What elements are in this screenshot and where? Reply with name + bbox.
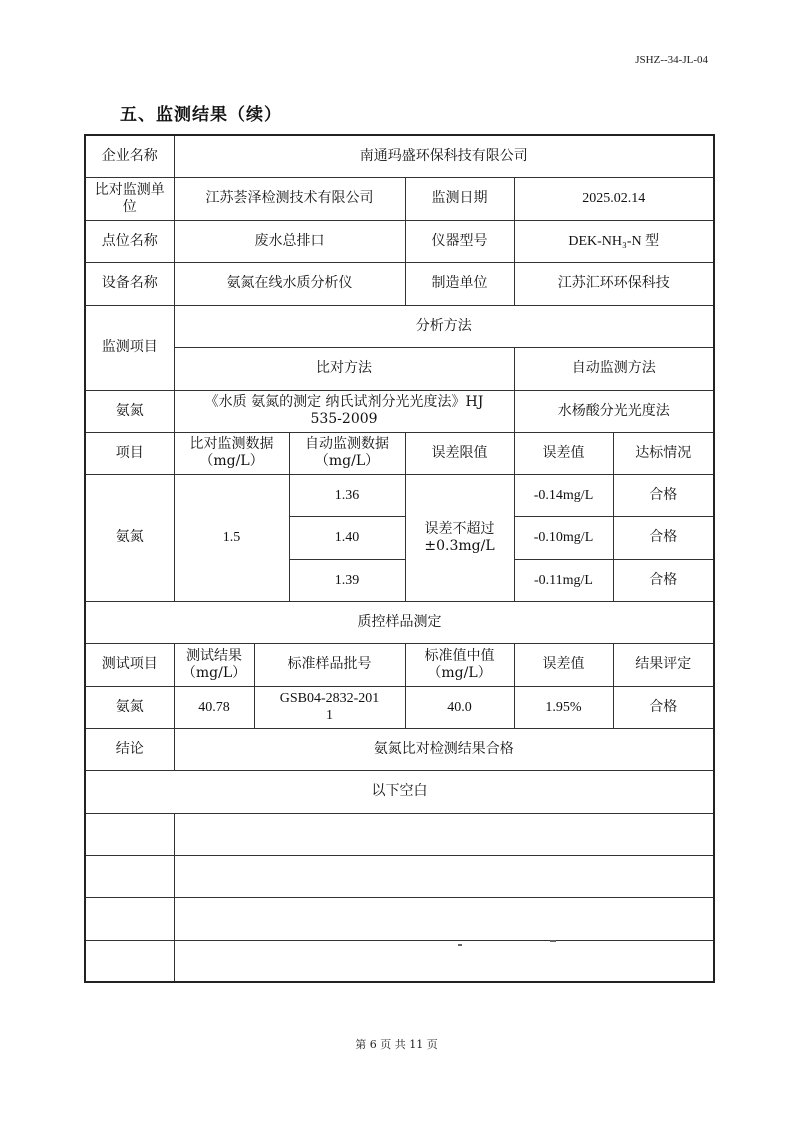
method-header-row (85, 305, 714, 347)
compare-unit-value: 江苏荟泽检测技术有限公司 (174, 177, 405, 220)
error-value: -0.14mg/L (514, 474, 613, 516)
date-value: 2025.02.14 (514, 177, 714, 220)
qc-header-standard: 标准值中值（mg/L） (405, 643, 514, 686)
error-limit: 误差不超过±0.3mg/L (405, 474, 514, 601)
header-compare-data: 比对监测数据（mg/L） (174, 432, 289, 474)
qc-header-item: 测试项目 (85, 643, 174, 686)
model-label: 仪器型号 (405, 220, 514, 262)
compare-method: 《水质 氨氮的测定 纳氏试剂分光光度法》HJ 535-2009 (174, 390, 514, 432)
device-value: 氨氮在线水质分析仪 (174, 262, 405, 305)
empty-row (85, 940, 714, 982)
blank-note-row (85, 770, 714, 813)
monitoring-results-table (84, 134, 715, 983)
qc-row (85, 686, 714, 728)
conclusion-row (85, 728, 714, 770)
conclusion-label: 结论 (85, 728, 174, 770)
point-label: 点位名称 (85, 220, 174, 262)
empty-row (85, 897, 714, 940)
compare-value: 1.5 (174, 474, 289, 601)
comparison-header-row (85, 432, 714, 474)
scan-speck (550, 940, 556, 942)
empty-row (85, 855, 714, 897)
qc-error: 1.95% (514, 686, 613, 728)
qc-header-result: 测试结果（mg/L） (174, 643, 254, 686)
auto-value: 1.39 (289, 559, 405, 601)
blank-note: 以下空白 (85, 770, 714, 813)
qc-header-row (85, 643, 714, 686)
qc-result: 40.78 (174, 686, 254, 728)
document-code: JSHZ--34-JL-04 (635, 54, 708, 66)
method-row (85, 390, 714, 432)
error-value: -0.10mg/L (514, 516, 613, 559)
device-row (85, 262, 714, 305)
section-title: 五、监测结果（续） (120, 105, 282, 125)
header-auto-data: 自动监测数据（mg/L） (289, 432, 405, 474)
qc-header-batch: 标准样品批号 (254, 643, 405, 686)
qc-title: 质控样品测定 (85, 601, 714, 643)
item-label: 监测项目 (85, 305, 174, 390)
qc-batch: GSB04-2832-2011 (254, 686, 405, 728)
compare-unit-label: 比对监测单位 (85, 177, 174, 220)
auto-value: 1.40 (289, 516, 405, 559)
maker-label: 制造单位 (405, 262, 514, 305)
page-footer: 第 6 页 共 11 页 (355, 1038, 438, 1051)
compare-unit-row (85, 177, 714, 220)
analysis-method-header: 分析方法 (174, 305, 714, 347)
company-value: 南通玛盛环保科技有限公司 (174, 135, 714, 177)
error-value: -0.11mg/L (514, 559, 613, 601)
auto-method-header: 自动监测方法 (514, 347, 714, 390)
point-value: 废水总排口 (174, 220, 405, 262)
header-status: 达标情况 (613, 432, 714, 474)
auto-method: 水杨酸分光光度法 (514, 390, 714, 432)
scan-speck (458, 944, 462, 946)
compare-method-header: 比对方法 (174, 347, 514, 390)
comparison-item: 氨氮 (85, 474, 174, 601)
header-error-limit: 误差限值 (405, 432, 514, 474)
method-subheader-row (85, 347, 714, 390)
status: 合格 (613, 474, 714, 516)
method-item: 氨氮 (85, 390, 174, 432)
qc-standard: 40.0 (405, 686, 514, 728)
qc-header-error: 误差值 (514, 643, 613, 686)
qc-header-evaluation: 结果评定 (613, 643, 714, 686)
model-value: DEK-NH₃-N 型 (514, 220, 714, 262)
status: 合格 (613, 516, 714, 559)
auto-value: 1.36 (289, 474, 405, 516)
header-item: 项目 (85, 432, 174, 474)
qc-title-row (85, 601, 714, 643)
company-label: 企业名称 (85, 135, 174, 177)
comparison-row (85, 474, 714, 516)
point-row (85, 220, 714, 262)
conclusion-value: 氨氮比对检测结果合格 (174, 728, 714, 770)
date-label: 监测日期 (405, 177, 514, 220)
qc-item: 氨氮 (85, 686, 174, 728)
company-row (85, 135, 714, 177)
header-error-value: 误差值 (514, 432, 613, 474)
status: 合格 (613, 559, 714, 601)
maker-value: 江苏汇环环保科技 (514, 262, 714, 305)
empty-row (85, 813, 714, 855)
device-label: 设备名称 (85, 262, 174, 305)
qc-evaluation: 合格 (613, 686, 714, 728)
